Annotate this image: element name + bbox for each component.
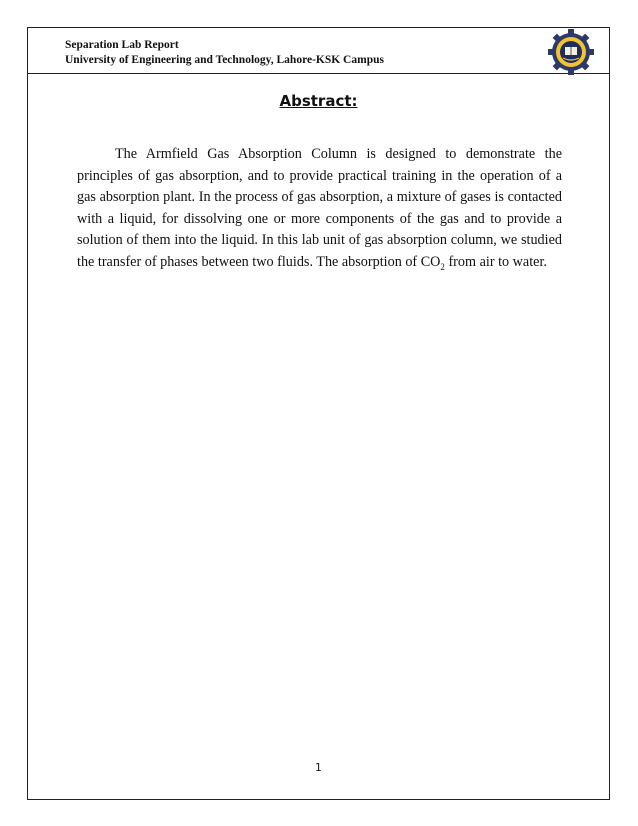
university-crest-icon: [547, 28, 595, 76]
abstract-paragraph: [77, 144, 562, 278]
abstract-text-main: The Armfield Gas Absorption Column is designed to demonstrate the principles of gas absorption, and to provide practical training in the operation of a gas absorption plant. In the process of gas absorption, a mixture of gases is contacted with a liquid, for dissolving one or more components of the gas and to provide a solution of them into the liquid. In this lab unit of gas absorption column, we studied the transfer of phases between two fluids. The absorption of CO: [77, 146, 562, 270]
abstract-heading: Abstract:: [279, 92, 358, 110]
abstract-text-end: from air to water.: [444, 253, 547, 270]
page-header: [28, 28, 609, 74]
report-title: Separation Lab Report: [65, 39, 179, 51]
page-number: 1: [315, 762, 322, 774]
institution-name: University of Engineering and Technology, Lahore-KSK Campus: [65, 54, 384, 66]
page-frame: [27, 27, 610, 800]
co2-subscript: 2: [440, 261, 445, 272]
